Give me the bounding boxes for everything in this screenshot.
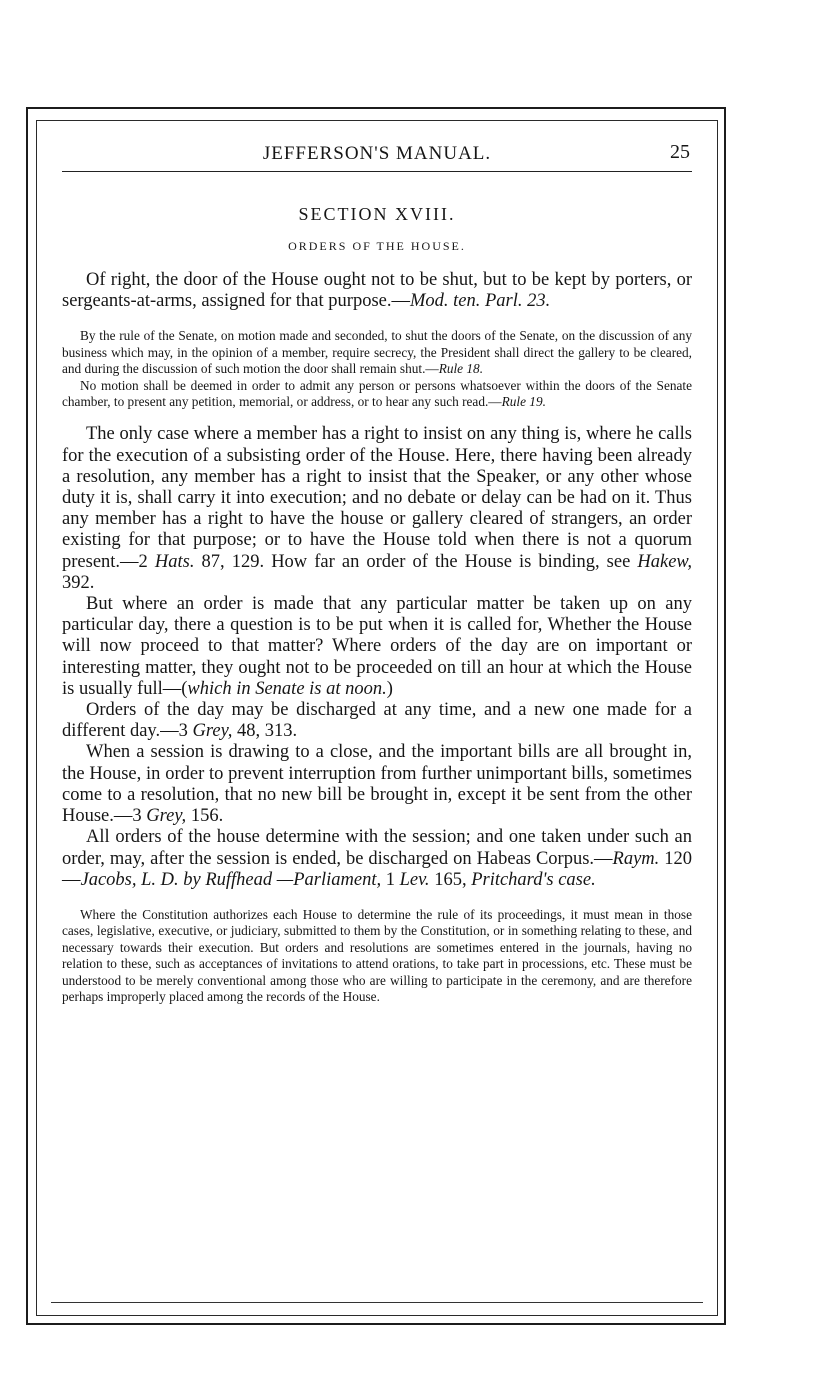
paragraph-particular-day [62, 594, 692, 700]
paragraph-text: ) [386, 678, 393, 699]
paragraph-text: But where an order is made that any particular matter be taken up on any particular day, there a question is to be put when it is called for, Whether the House will now proceed to that matter? Where orders of the day are on important or interesting matter, they ought not to be proceeded on till an hour at which the House is usually full—( [62, 594, 692, 699]
book-page [62, 137, 692, 1005]
note-rule-18 [62, 328, 692, 377]
paragraph-orders-determine [62, 827, 692, 891]
paragraph-text: 120— [62, 848, 693, 890]
senate-rules-note [62, 328, 692, 410]
paragraph-door-of-house [62, 270, 692, 312]
section-subtitle: ORDERS OF THE HOUSE. [288, 239, 466, 253]
paragraph-text: Orders of the day may be discharged at any time, and a new one made for a different day.—3 [62, 700, 692, 742]
section-title: SECTION XVIII. [298, 204, 456, 224]
note-text: No motion shall be deemed in order to admit any person or persons whatsoever within the doors of the Senate chamber, to present any petition, memorial, or address, or to hear any such read.— [62, 377, 692, 410]
citation: Rule 18. [438, 361, 484, 377]
citation: Jacobs, L. D. by Ruffhead —Parliament, [80, 869, 382, 890]
citation: Hats. [154, 551, 195, 572]
citation: Raym. [612, 848, 660, 869]
citation: Rule 19. [501, 394, 546, 410]
paragraph-text: 87, 129. How far an order of the House is binding, see [201, 551, 631, 572]
running-header [62, 137, 692, 172]
citation: which in Senate is at noon. [187, 678, 387, 699]
paragraph-text: 48, 313. [237, 721, 298, 742]
citation: Grey, [192, 721, 233, 742]
paragraph-text: 392. [62, 572, 95, 593]
paragraph-orders-of-day [62, 700, 692, 742]
running-title: JEFFERSON'S MANUAL. [262, 143, 492, 164]
citation: Pritchard's case. [471, 869, 596, 890]
page-number: 25 [670, 141, 690, 163]
paragraph-text: Of right, the door of the House ought not to be shut, but to be kept by porters, or sergeants-at-arms, assigned for that purpose.— [62, 270, 692, 312]
paragraph-text: The only case where a member has a right to insist on any thing is, where he calls for the execution of a subsisting order of the House. Here, there having been already a resolution, any member has a right to insist that the Speaker, or any other whose duty it is, shall carry it into execution; and no debate or delay can be had on it. Thus any member has a right to have the house or gallery cleared of strangers, an order existing for that purpose; or to have the House told when there is not a quorum present.—2 [62, 424, 692, 572]
paragraph-text: All orders of the house determine with the session; and one taken under such an order, may, after the session is ended, be discharged on Habeas Corpus.— [62, 827, 692, 869]
citation: Grey, [146, 806, 187, 827]
paragraph-text: 1 [385, 869, 395, 890]
paragraph-session-close [62, 742, 692, 827]
citation: Hakew, [637, 551, 692, 572]
paragraph-text: When a session is drawing to a close, and the important bills are all brought in, the House, in order to prevent interruption from further unimportant bills, sometimes come to a resolution, that no new bill be brought in, except it be sent from the other House.—3 [62, 742, 692, 827]
paragraph-right-to-insist [62, 424, 692, 594]
note-rule-19 [62, 378, 692, 411]
citation: Mod. ten. Parl. 23. [409, 291, 551, 312]
note-text: By the rule of the Senate, on motion made and seconded, to shut the doors of the Senate, on the discussion of any business which may, in the opinion of a member, require secrecy, the President shall direct the gallery to be cleared, and during the discussion of such motion the door shall remain shut.— [62, 328, 692, 377]
paragraph-text: 156. [190, 806, 224, 827]
paragraph-text: 165, [434, 869, 467, 890]
citation: Lev. [399, 869, 430, 890]
note-constitution-rules: Where the Constitution authorizes each House to determine the rule of its proceedings, it must mean in those cases, legislative, executive, or judiciary, submitted to them by the Constitution, or in something relating to these, and necessary towards their execution. But orders and resolutions are sometimes entered in the journals, having no relation to these, such as acceptances of invitations to attend orations, to take part in processions, etc. These must be understood to be merely conventional among those who are willing to participate in the ceremony, and are therefore perhaps improperly placed among the records of the House. [62, 906, 692, 1004]
